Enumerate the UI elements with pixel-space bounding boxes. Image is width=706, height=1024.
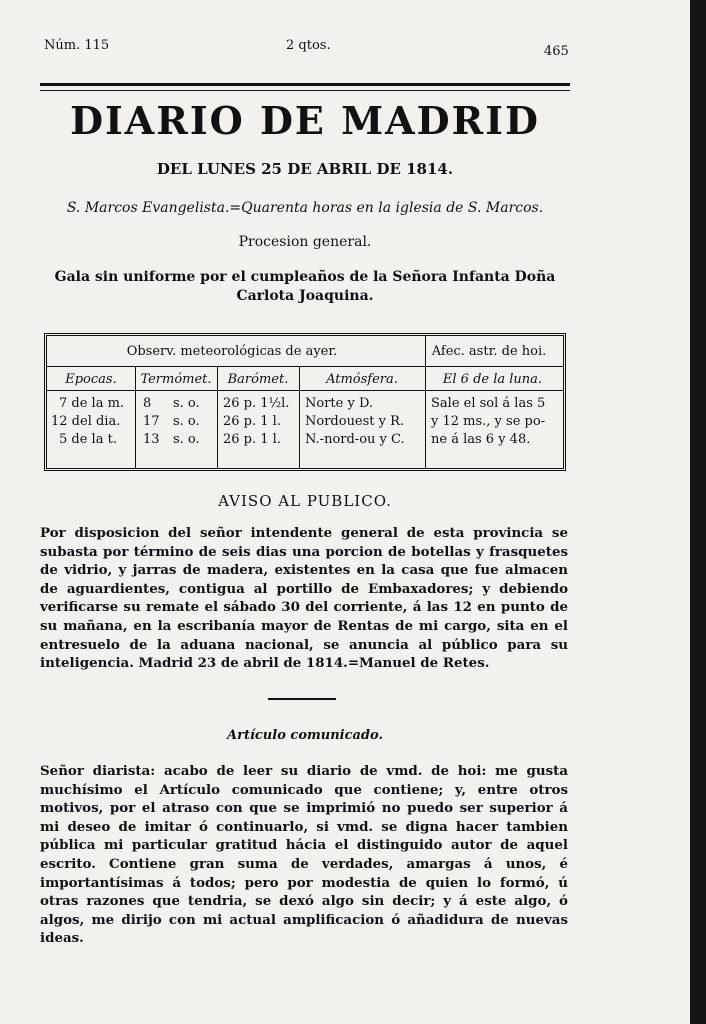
article-body: Señor diarista: acabo de leer su diario de vmd. de hoi: me gusta muchísimo el Artículo comunicado que contiene; y, entre otros motivos, por el atraso con que se imprimió no puedo ser superior á mi deseo de imitar ó continuarlo, si vmd. se digna hacer tambien pública mi particular gratitud hácia el distinguido autor de aquel escrito. Contiene gran suma de verdades, amargas á unos, é importantísimas á todos; pero por modestia de quien lo formó, ú otras razones que tendria, se dexó algo sin decir; y á este algo, ó algos, me dirijo con mi actual amplificacion ó añadidura de nuevas ideas.: [40, 763, 568, 947]
saint-of-day: S. Marcos Evangelista.=Quarenta horas en la iglesia de S. Marcos.: [66, 200, 544, 216]
table-cell: Sale el sol á las 5: [431, 396, 546, 411]
table-cell: ne á las 6 y 48.: [431, 432, 531, 447]
col-header-atmos: Atmósfera.: [326, 372, 398, 387]
col-header-moon: El 6 de la luna.: [442, 372, 543, 387]
table-rule: [425, 336, 426, 468]
header-rule-thin: [40, 90, 570, 91]
col-header-epoch: Epocas.: [65, 372, 117, 387]
col-header-baro: Barómet.: [227, 372, 289, 387]
table-cell: 8: [143, 396, 152, 411]
article-heading: Artículo comunicado.: [227, 728, 383, 743]
weather-caption: Observ. meteorológicas de ayer.: [126, 344, 338, 359]
table-cell: Nordouest y R.: [305, 414, 405, 429]
table-cell: 13: [143, 432, 160, 447]
procession-note: Procesion general.: [238, 234, 372, 250]
table-cell: Norte y D.: [305, 396, 374, 411]
section-divider: [268, 698, 336, 700]
issue-number: Núm. 115: [44, 38, 110, 53]
page-number: 465: [544, 44, 569, 59]
astro-caption: Afec. astr. de hoi.: [431, 344, 547, 359]
col-header-temp: Termómet.: [140, 372, 212, 387]
gala-note: Gala sin uniforme por el cumpleaños de la Señora Infanta Doña Carlota Joaquina.: [54, 269, 556, 304]
issue-date: DEL LUNES 25 DE ABRIL DE 1814.: [156, 160, 454, 178]
scan-edge: [690, 0, 706, 1024]
table-cell: s. o.: [173, 396, 200, 411]
table-cell: s. o.: [173, 432, 200, 447]
table-rule: [47, 390, 563, 391]
table-cell: N.-nord-ou y C.: [305, 432, 405, 447]
table-cell: 17: [143, 414, 160, 429]
table-cell: 26 p. 1 l.: [223, 432, 281, 447]
table-cell: 7 de la m.: [59, 396, 125, 411]
masthead-title: DIARIO DE MADRID: [70, 98, 540, 143]
issue-price: 2 qtos.: [286, 38, 331, 53]
notice-body: Por disposicion del señor intendente general de esta provincia se subasta por término de seis dias una porcion de botellas y frasquetes de vidrio, y jarras de madera, existentes en la casa que fue almacen de aguardientes, contigua al portillo de Embaxadores; y debiendo verificarse su remate el sábado 30 del corriente, á las 12 en punto de su mañana, en la escribanía mayor de Rentas de mi cargo, sita en el entresuelo de la aduana nacional, se anuncia al público para su inteligencia. Madrid 23 de abril de 1814.=Manuel de Retes.: [40, 525, 568, 672]
table-cell: 5 de la t.: [59, 432, 117, 447]
table-cell: 12 del dia.: [51, 414, 121, 429]
table-cell: y 12 ms., y se po-: [431, 414, 546, 429]
table-rule: [47, 366, 563, 367]
notice-heading: AVISO AL PUBLICO.: [218, 492, 392, 510]
table-cell: 26 p. 1 l.: [223, 414, 281, 429]
weather-table: [44, 333, 566, 471]
table-cell: 26 p. 1½l.: [223, 396, 290, 411]
header-rule-thick: [40, 83, 570, 86]
table-cell: s. o.: [173, 414, 200, 429]
